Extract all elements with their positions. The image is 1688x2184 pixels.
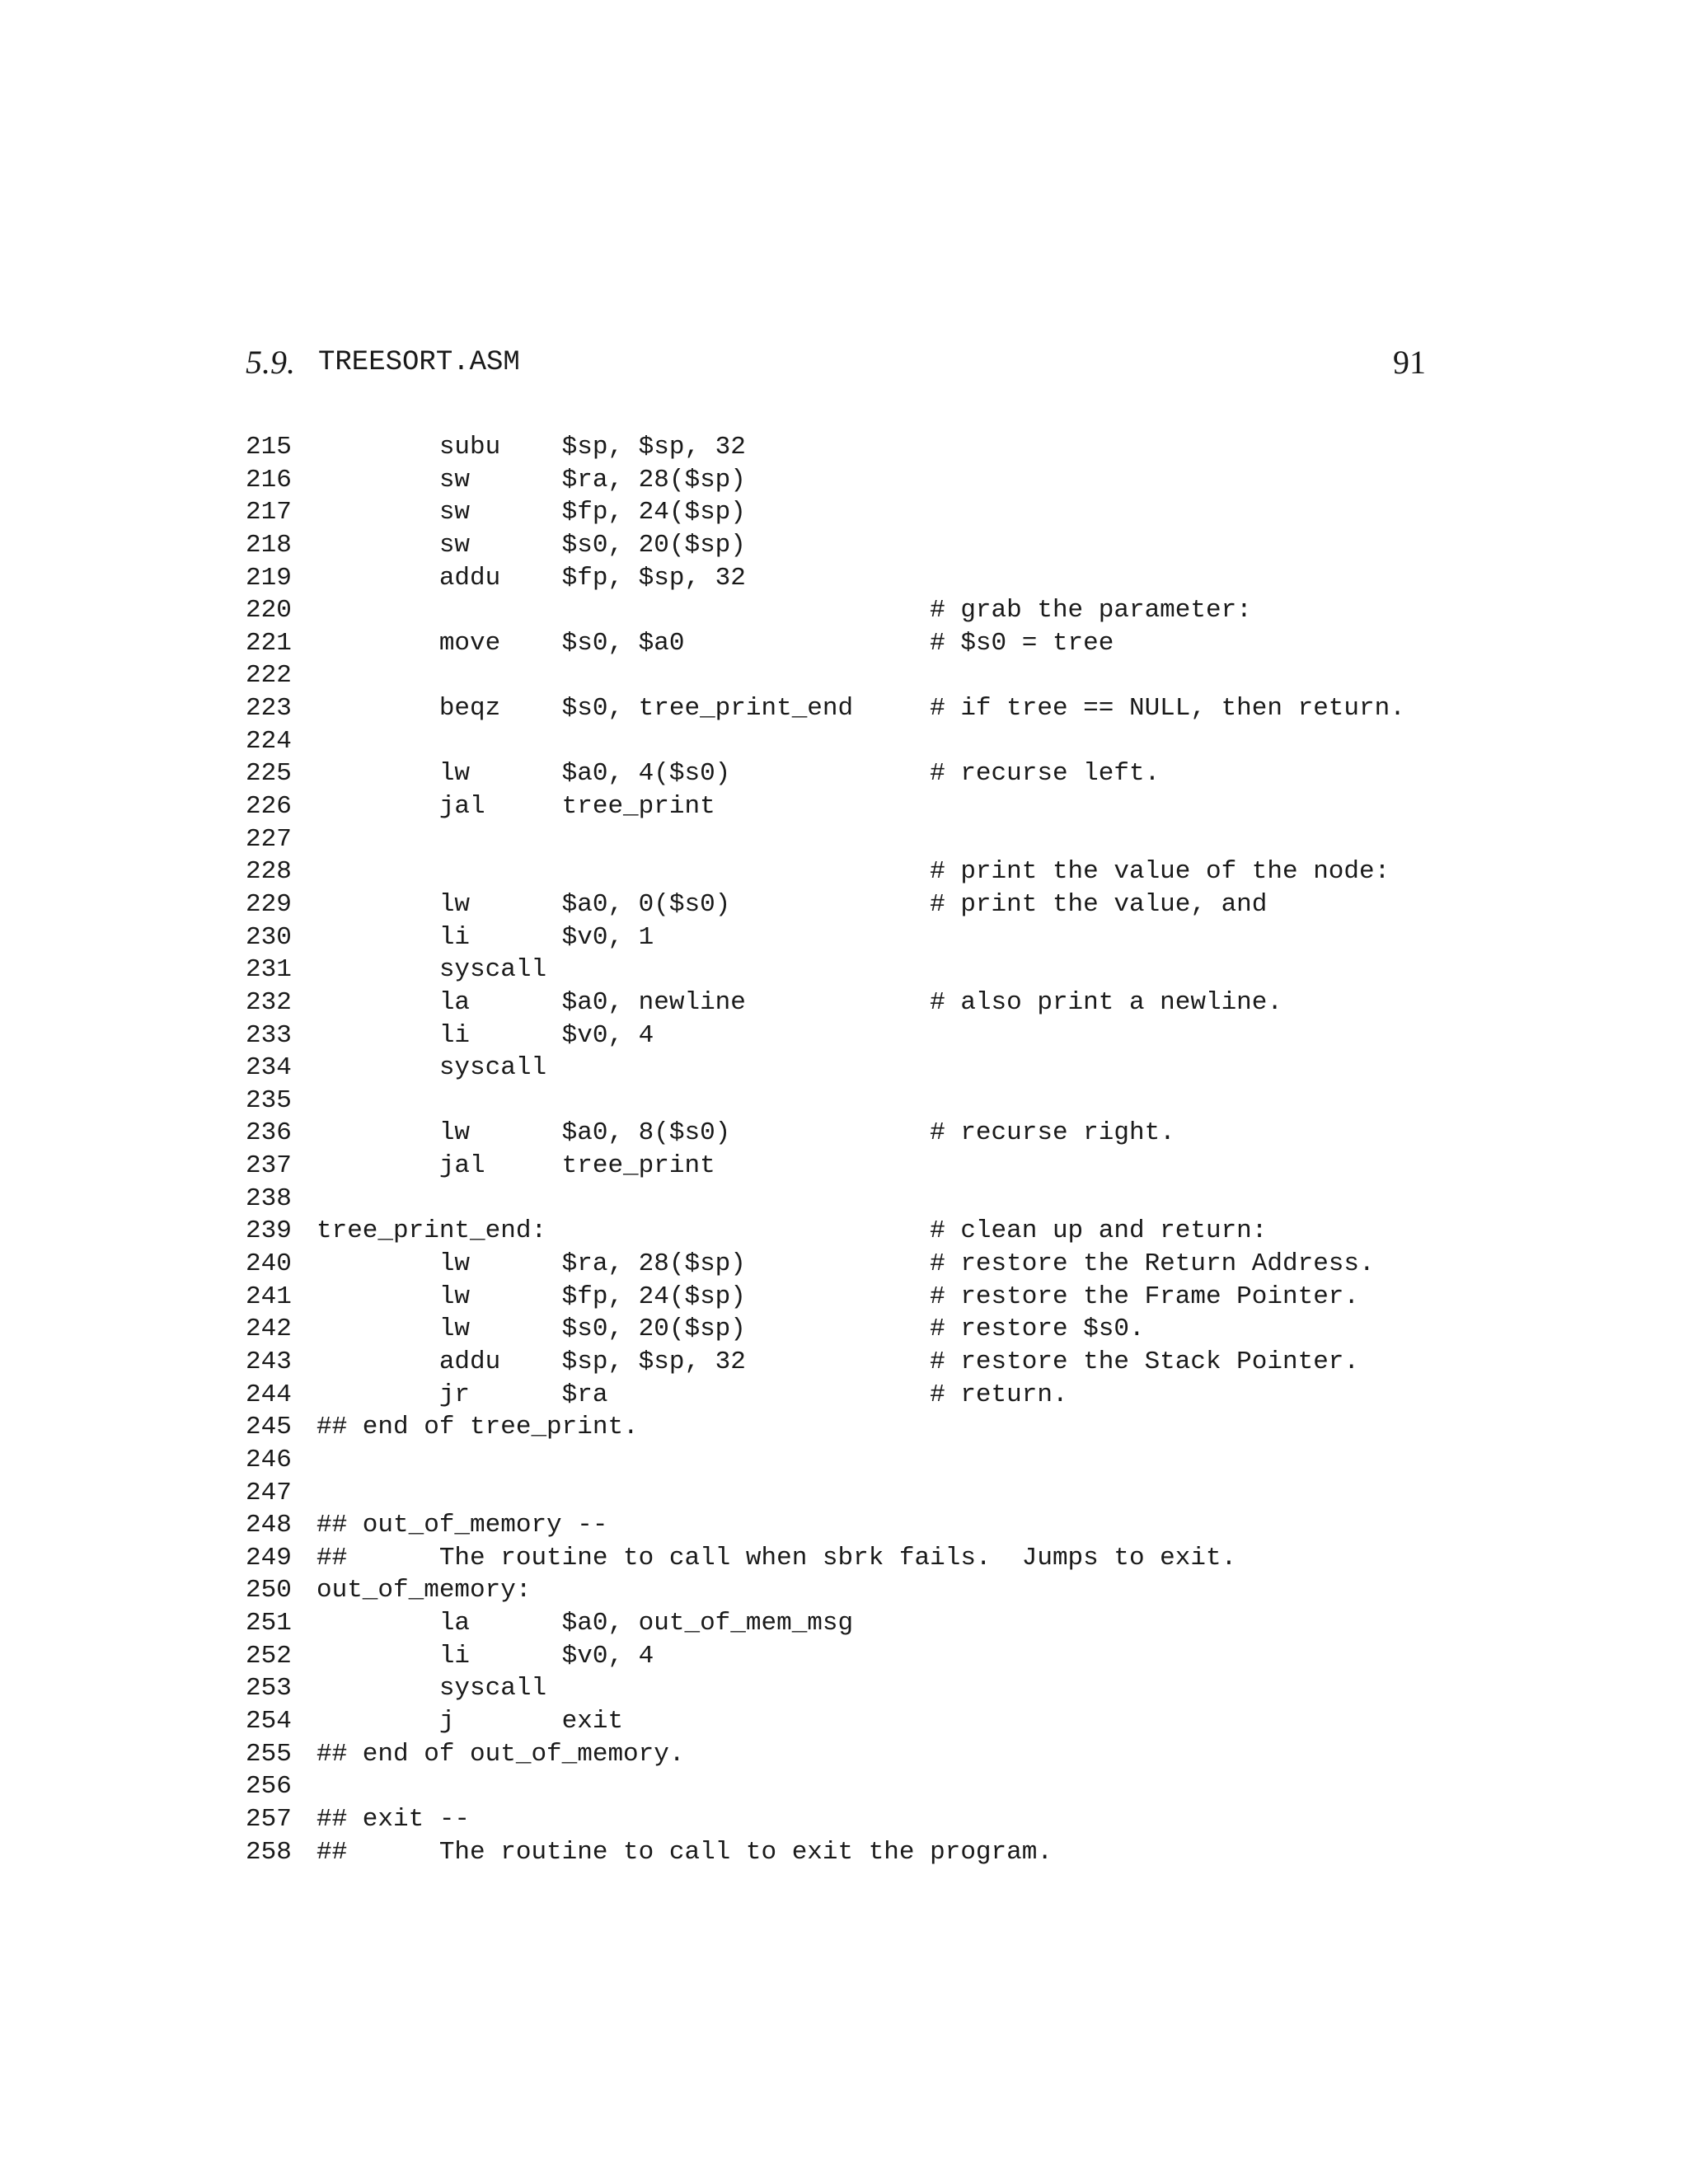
line-number: 240 xyxy=(246,1249,292,1279)
code-text: ## The routine to call to exit the program. xyxy=(316,1837,1053,1867)
code-line xyxy=(246,1281,1482,1314)
code-line xyxy=(246,954,1482,987)
code-line xyxy=(246,1509,1482,1542)
line-number: 249 xyxy=(246,1543,292,1572)
code-text: lw $a0, 4($s0) # recurse left. xyxy=(316,759,1160,789)
code-line xyxy=(246,757,1482,790)
code-text: li $v0, 4 xyxy=(316,1020,654,1050)
code-line xyxy=(246,790,1482,823)
line-number: 216 xyxy=(246,465,292,494)
code-line xyxy=(246,1215,1482,1248)
code-line xyxy=(246,855,1482,888)
code-text: addu $sp, $sp, 32 # restore the Stack Pointer. xyxy=(316,1347,1360,1376)
line-number: 234 xyxy=(246,1053,292,1083)
code-line xyxy=(246,987,1482,1019)
code-text: sw $fp, 24($sp) xyxy=(316,498,746,527)
code-line xyxy=(246,1836,1482,1869)
code-text: jal tree_print xyxy=(316,1151,715,1181)
line-number: 247 xyxy=(246,1478,292,1507)
code-text: sw $ra, 28($sp) xyxy=(316,465,746,494)
line-number: 225 xyxy=(246,759,292,789)
code-text: syscall xyxy=(316,1053,547,1083)
code-line xyxy=(246,1248,1482,1281)
line-number: 226 xyxy=(246,792,292,822)
line-number: 228 xyxy=(246,857,292,887)
code-line xyxy=(246,1705,1482,1738)
code-line xyxy=(246,1313,1482,1346)
code-text: la $a0, newline # also print a newline. xyxy=(316,987,1282,1017)
code-line xyxy=(246,464,1482,497)
code-line xyxy=(246,1607,1482,1640)
code-line xyxy=(246,1738,1482,1771)
code-text: subu $sp, $sp, 32 xyxy=(316,433,746,462)
line-number: 252 xyxy=(246,1641,292,1671)
code-text: j exit xyxy=(316,1706,624,1736)
code-line xyxy=(246,823,1482,856)
code-text: tree_print_end: # clean up and return: xyxy=(316,1216,1268,1246)
line-number: 221 xyxy=(246,628,292,658)
line-number: 238 xyxy=(246,1183,292,1213)
code-text: lw $a0, 8($s0) # recurse right. xyxy=(316,1118,1175,1148)
code-line xyxy=(246,1803,1482,1836)
code-text: syscall xyxy=(316,955,547,985)
code-line xyxy=(246,659,1482,692)
line-number: 251 xyxy=(246,1609,292,1638)
code-line xyxy=(246,1770,1482,1803)
section-title: TREESORT.ASM xyxy=(318,347,520,378)
code-line xyxy=(246,529,1482,562)
code-line xyxy=(246,496,1482,529)
code-text: addu $fp, $sp, 32 xyxy=(316,563,746,593)
line-number: 236 xyxy=(246,1118,292,1148)
code-line xyxy=(246,1346,1482,1379)
code-line xyxy=(246,1542,1482,1575)
page-number: 91 xyxy=(1393,344,1426,381)
code-text: ## exit -- xyxy=(316,1804,471,1834)
code-text: ## end of out_of_memory. xyxy=(316,1739,685,1769)
line-number: 253 xyxy=(246,1674,292,1704)
line-number: 220 xyxy=(246,596,292,626)
line-number: 258 xyxy=(246,1837,292,1867)
code-line xyxy=(246,888,1482,921)
code-listing xyxy=(246,431,1482,1868)
section-number: 5.9. xyxy=(246,344,295,381)
line-number: 227 xyxy=(246,824,292,854)
code-text: li $v0, 1 xyxy=(316,922,654,952)
line-number: 230 xyxy=(246,922,292,952)
line-number: 229 xyxy=(246,889,292,919)
line-number: 224 xyxy=(246,726,292,756)
code-line xyxy=(246,1183,1482,1216)
line-number: 245 xyxy=(246,1413,292,1442)
code-text: lw $a0, 0($s0) # print the value, and xyxy=(316,889,1268,919)
code-text: # grab the parameter: xyxy=(316,596,1252,626)
code-line xyxy=(246,1444,1482,1477)
code-line xyxy=(246,1379,1482,1412)
code-line xyxy=(246,1117,1482,1150)
code-line xyxy=(246,692,1482,725)
line-number: 242 xyxy=(246,1315,292,1344)
code-text: syscall xyxy=(316,1674,547,1704)
line-number: 215 xyxy=(246,433,292,462)
line-number: 246 xyxy=(246,1445,292,1474)
code-text: # print the value of the node: xyxy=(316,857,1390,887)
code-line xyxy=(246,921,1482,954)
code-line xyxy=(246,594,1482,627)
code-text: beqz $s0, tree_print_end # if tree == NULL, then return. xyxy=(316,694,1405,724)
code-line xyxy=(246,1574,1482,1607)
line-number: 232 xyxy=(246,987,292,1017)
code-text: lw $fp, 24($sp) # restore the Frame Pointer. xyxy=(316,1282,1360,1311)
line-number: 257 xyxy=(246,1804,292,1834)
code-line xyxy=(246,1150,1482,1183)
line-number: 237 xyxy=(246,1151,292,1181)
line-number: 243 xyxy=(246,1347,292,1376)
line-number: 231 xyxy=(246,955,292,985)
line-number: 219 xyxy=(246,563,292,593)
line-number: 222 xyxy=(246,661,292,691)
line-number: 233 xyxy=(246,1020,292,1050)
code-text: sw $s0, 20($sp) xyxy=(316,530,746,560)
running-header xyxy=(246,338,1426,387)
code-text: ## The routine to call when sbrk fails. Jumps to exit. xyxy=(316,1543,1237,1572)
line-number: 241 xyxy=(246,1282,292,1311)
line-number: 223 xyxy=(246,694,292,724)
code-text: ## out_of_memory -- xyxy=(316,1511,608,1540)
line-number: 254 xyxy=(246,1706,292,1736)
code-line xyxy=(246,1411,1482,1444)
code-text: lw $ra, 28($sp) # restore the Return Address. xyxy=(316,1249,1375,1279)
code-line xyxy=(246,1477,1482,1510)
code-text: jr $ra # return. xyxy=(316,1380,1068,1409)
code-line xyxy=(246,431,1482,464)
line-number: 244 xyxy=(246,1380,292,1409)
code-line xyxy=(246,562,1482,595)
code-line xyxy=(246,1052,1482,1085)
code-line xyxy=(246,1019,1482,1052)
code-text: la $a0, out_of_mem_msg xyxy=(316,1609,854,1638)
code-text: li $v0, 4 xyxy=(316,1641,654,1671)
line-number: 217 xyxy=(246,498,292,527)
line-number: 255 xyxy=(246,1739,292,1769)
code-line xyxy=(246,1085,1482,1118)
code-text: move $s0, $a0 # $s0 = tree xyxy=(316,628,1114,658)
line-number: 239 xyxy=(246,1216,292,1246)
line-number: 235 xyxy=(246,1085,292,1115)
code-text: ## end of tree_print. xyxy=(316,1413,639,1442)
line-number: 250 xyxy=(246,1576,292,1605)
code-text: lw $s0, 20($sp) # restore $s0. xyxy=(316,1315,1145,1344)
code-text: jal tree_print xyxy=(316,792,715,822)
code-line xyxy=(246,1672,1482,1705)
code-line xyxy=(246,627,1482,660)
line-number: 248 xyxy=(246,1511,292,1540)
code-line xyxy=(246,1640,1482,1673)
code-text: out_of_memory: xyxy=(316,1576,532,1605)
line-number: 218 xyxy=(246,530,292,560)
code-line xyxy=(246,725,1482,758)
line-number: 256 xyxy=(246,1772,292,1802)
